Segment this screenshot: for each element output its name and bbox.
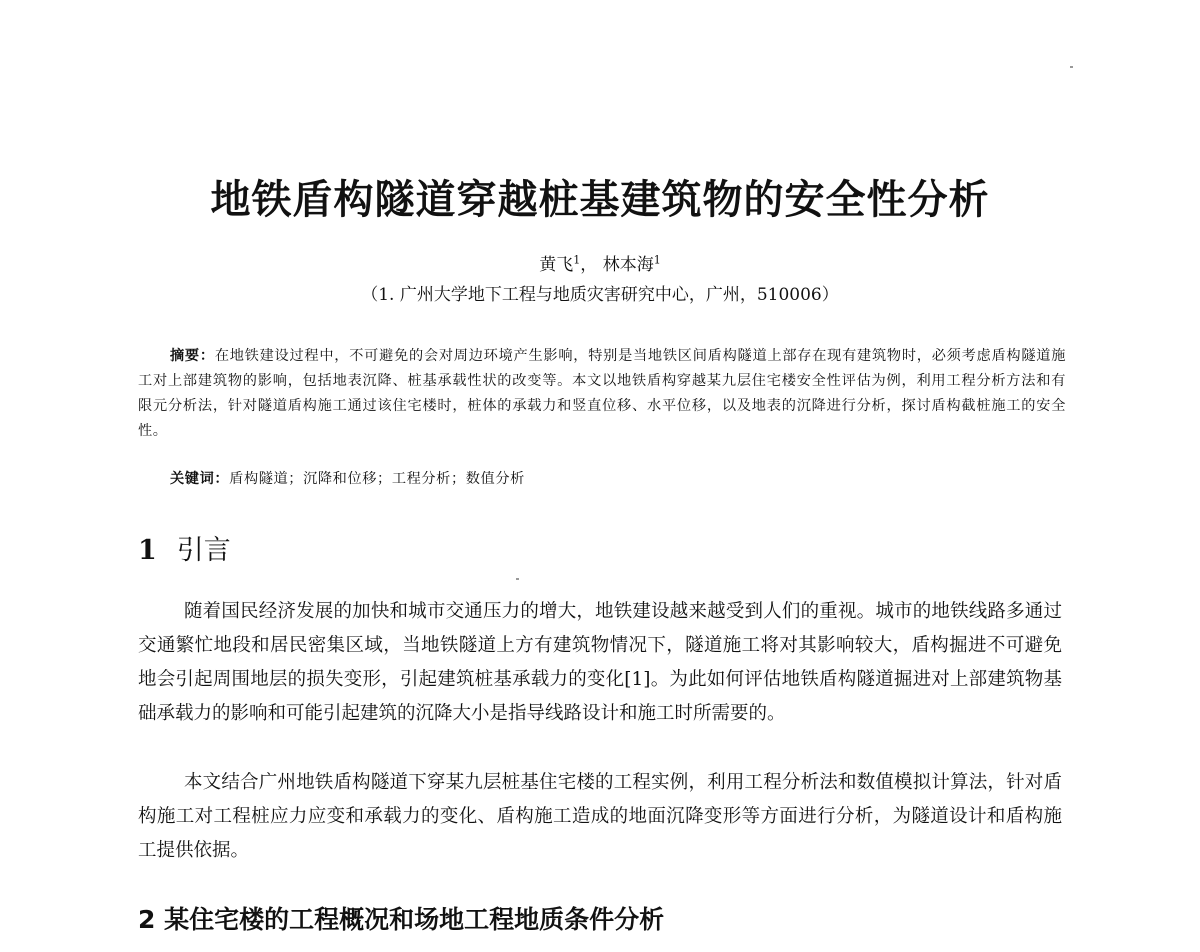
section-title: 引言 xyxy=(176,535,231,566)
scan-speck xyxy=(1070,66,1073,68)
author-name: 林本海 xyxy=(602,255,654,275)
section-heading-1 xyxy=(138,528,231,567)
body-paragraph: 本文结合广州地铁盾构隧道下穿某九层桩基住宅楼的工程实例，利用工程分析法和数值模拟计算法，针对盾构施工对工程桩应力应变和承载力的变化、盾构施工造成的地面沉降变形等方面进行分析，为隧道设计和盾构施工提供依据。 xyxy=(138,772,1062,861)
affiliation: （1. 广州大学地下工程与地质灾害研究中心，广州，510006） xyxy=(361,285,839,305)
abstract xyxy=(138,344,1066,444)
section-heading-2: 2 某住宅楼的工程概况和场地工程地质条件分析 xyxy=(138,905,665,934)
keywords-text: 盾构隧道；沉降和位移；工程分析；数值分析 xyxy=(229,471,525,487)
author-separator: ， xyxy=(580,255,598,275)
keywords xyxy=(170,467,525,492)
keywords-label: 关键词： xyxy=(170,471,230,487)
author-name: 黄飞 xyxy=(539,255,574,275)
author-superscript: 1 xyxy=(573,253,581,267)
author-superscript: 1 xyxy=(653,253,661,267)
abstract-label: 摘要： xyxy=(170,348,215,364)
section-number: 1 xyxy=(138,535,157,566)
author-line xyxy=(0,250,1200,275)
abstract-text: 在地铁建设过程中，不可避免的会对周边环境产生影响，特别是当地铁区间盾构隧道上部存在现有建筑物时，必须考虑盾构隧道施工对上部建筑物的影响，包括地表沉降、桩基承载性状的改变等。本文以地铁盾构穿越某九层住宅楼安全性评估为例，利用工程分析方法和有限元分析法，针对隧道盾构施工通过该住宅楼时，桩体的承载力和竖直位移、水平位移，以及地表的沉降进行分析，探讨盾构截桩施工的安全性。 xyxy=(138,348,1066,439)
scan-speck xyxy=(516,578,519,580)
paper-title: 地铁盾构隧道穿越桩基建筑物的安全性分析 xyxy=(210,177,990,223)
body-paragraph: 随着国民经济发展的加快和城市交通压力的增大，地铁建设越来越受到人们的重视。城市的地铁线路多通过交通繁忙地段和居民密集区域，当地铁隧道上方有建筑物情况下，隧道施工将对其影响较大，盾构掘进不可避免地会引起周围地层的损失变形，引起建筑桩基承载力的变化[1]。为此如何评估地铁盾构隧道掘进对上部建筑物基础承载力的影响和可能引起建筑的沉降大小是指导线路设计和施工时所需要的。 xyxy=(138,601,1062,724)
